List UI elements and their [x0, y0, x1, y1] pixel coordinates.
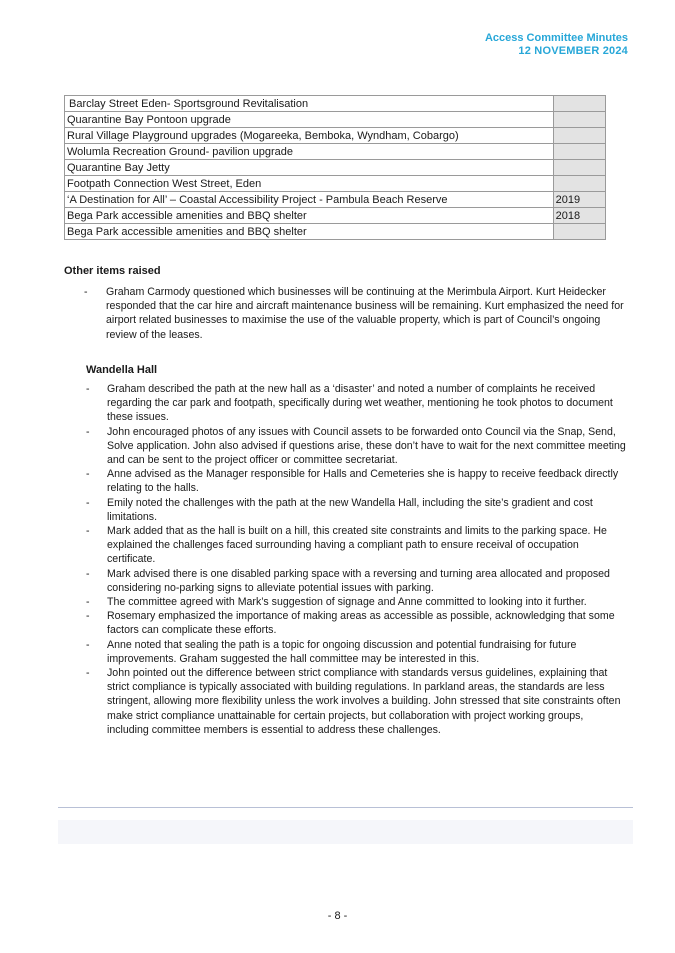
bullet-dash: - — [86, 596, 90, 609]
project-name-cell: Rural Village Playground upgrades (Mogareeka, Bemboka, Wyndham, Cobargo) — [65, 128, 554, 144]
project-name-cell: Quarantine Bay Jetty — [65, 160, 554, 176]
other-items-heading: Other items raised — [64, 265, 161, 277]
other-items-list — [64, 285, 624, 342]
table-row — [65, 144, 606, 160]
project-name-cell: Barclay Street Eden- Sportsground Revitalisation — [65, 96, 554, 112]
table-row — [65, 96, 606, 112]
bullet-text: The committee agreed with Mark’s suggestion of signage and Anne committed to looking into it further. — [107, 596, 587, 609]
project-year-cell — [553, 160, 605, 176]
list-item — [86, 496, 626, 524]
list-item — [86, 666, 626, 737]
bullet-text: Anne noted that sealing the path is a topic for ongoing discussion and potential fundraising for future improvements. Graham suggested the hall committee may be interested in this. — [107, 638, 577, 665]
project-year-cell — [553, 128, 605, 144]
project-name-cell: Bega Park accessible amenities and BBQ shelter — [65, 208, 554, 224]
bullet-dash: - — [86, 496, 90, 509]
project-name-cell: Footpath Connection West Street, Eden — [65, 176, 554, 192]
document-title: Access Committee Minutes — [484, 32, 628, 44]
project-name-cell: Quarantine Bay Pontoon upgrade — [65, 112, 554, 128]
project-year-cell — [553, 176, 605, 192]
bullet-text: Graham Carmody questioned which businesses will be continuing at the Merimbula Airport. Kurt Heidecker responded that the car hire and aircraft maintenance business will be remaining. Kurt emphasized the need for airport related businesses to maximise the use of the valuable property, which is part of Council’s ongoing review of the leases. — [106, 286, 624, 341]
project-name-cell: Wolumla Recreation Ground- pavilion upgrade — [65, 144, 554, 160]
project-year-cell — [553, 224, 605, 240]
bullet-dash: - — [86, 525, 90, 538]
bullet-text: Anne advised as the Manager responsible for Halls and Cemeteries she is happy to receive feedback directly relating to the halls. — [107, 468, 619, 495]
bullet-dash: - — [86, 425, 90, 438]
bullet-dash: - — [84, 286, 88, 298]
footer-divider — [58, 807, 633, 808]
table-row — [65, 112, 606, 128]
other-items-section — [64, 265, 624, 342]
list-item — [86, 382, 626, 425]
bullet-text: Graham described the path at the new hall as a ‘disaster’ and noted a number of complaints he received regarding the car park and footpath, specifically during wet weather, mentioning he took photos to document these issues. — [107, 383, 613, 424]
bullet-text: Mark added that as the hall is built on a hill, this created site constraints and limits to the parking space. He explained the challenges faced surrounding having a compliant path to ensure receival of occupation certificate. — [107, 525, 607, 566]
bullet-dash: - — [86, 638, 90, 651]
list-item — [86, 638, 626, 666]
meeting-date: 12 NOVEMBER 2024 — [518, 45, 628, 57]
project-year-cell — [553, 112, 605, 128]
project-year-cell: 2019 — [553, 192, 605, 208]
project-year-cell: 2018 — [553, 208, 605, 224]
wandella-hall-section — [86, 364, 626, 737]
bullet-dash: - — [86, 610, 90, 623]
bullet-text: Rosemary emphasized the importance of making areas as accessible as possible, acknowledging that some factors can complicate these efforts. — [107, 610, 615, 637]
list-item — [64, 285, 624, 342]
table-row — [65, 192, 606, 208]
list-item — [86, 609, 626, 637]
bullet-text: John encouraged photos of any issues with Council assets to be forwarded onto Council via the Snap, Send, Solve application. John also advised if questions arise, these don’t have to wait for the next committee meeting and can be sent to the project officer or committee secretariat. — [107, 425, 626, 467]
list-item — [86, 467, 626, 495]
list-item — [86, 567, 626, 595]
bullet-dash: - — [86, 667, 90, 680]
list-item — [86, 425, 626, 468]
project-year-cell — [553, 96, 605, 112]
table-row — [65, 208, 606, 224]
table-row — [65, 224, 606, 240]
list-item — [86, 524, 626, 567]
table-row — [65, 128, 606, 144]
bullet-dash: - — [86, 383, 90, 395]
bullet-dash: - — [86, 468, 90, 481]
bullet-dash: - — [86, 567, 90, 580]
list-item — [86, 595, 626, 609]
page-header — [485, 32, 628, 58]
project-name-cell: ‘A Destination for All’ – Coastal Accessibility Project - Pambula Beach Reserve — [65, 192, 554, 208]
project-year-cell — [553, 144, 605, 160]
bullet-text: John pointed out the difference between strict compliance with standards versus guidelines, explaining that strict compliance is typically associated with building regulations. In parkland areas, the standards are less stringent, allowing more flexibility unless the work involves a building. John stressed that site constraints often make strict compliance unattainable for certain projects, but collaboration with project working groups, including committee members is essential to address these challenges. — [107, 667, 621, 736]
footer-band — [58, 820, 633, 844]
page-number: - 8 - — [327, 910, 348, 922]
table-row — [65, 176, 606, 192]
wandella-hall-list — [86, 382, 626, 737]
bullet-text: Emily noted the challenges with the path at the new Wandella Hall, including the site’s gradient and cost limitations. — [107, 496, 593, 523]
project-name-cell: Bega Park accessible amenities and BBQ shelter — [65, 224, 554, 240]
bullet-text: Mark advised there is one disabled parking space with a reversing and turning area allocated and proposed considering no-parking signs to alleviate potential issues with parking. — [107, 567, 610, 594]
table-row — [65, 160, 606, 176]
wandella-hall-heading: Wandella Hall — [86, 364, 158, 376]
projects-table — [64, 95, 606, 240]
